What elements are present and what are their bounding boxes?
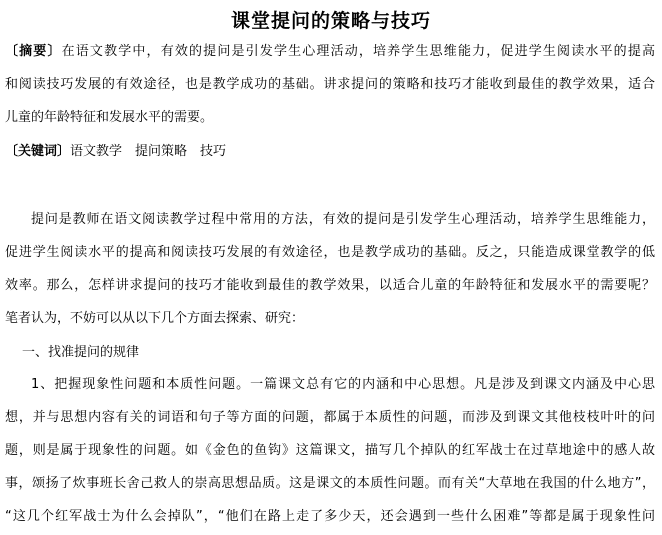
abstract-line-1	[5, 44, 655, 60]
abstract-line-2: 和阅读技巧发展的有效途径，也是教学成功的基础。讲求提问的策略和技巧才能收到最佳的教学效果，适合	[5, 77, 655, 92]
body-line-6: 1、把握现象性问题和本质性问题。一篇课文总有它的内涵和中心思想。凡是涉及到课文内涵及中心思	[31, 377, 655, 392]
body-line-10: “这几个红军战士为什么会掉队”，“他们在路上走了多少天，还会遇到一些什么困难”等都是属于现象性问	[5, 509, 655, 524]
body-line-4: 笔者认为，不妨可以从以下几个方面去探索、研究：	[5, 311, 305, 326]
body-line-9: 事，颂扬了炊事班长舍己救人的崇高思想品质。这是课文的本质性问题。而有关“大草地在我国的什么地方”，	[5, 476, 655, 491]
body-line-7: 想，并与思想内容有关的词语和句子等方面的问题，都属于本质性的问题，而涉及到课文其他枝枝叶叶的问	[5, 410, 655, 425]
abstract-text-1: 在语文教学中，有效的提问是引发学生心理活动，培养学生思维能力，促进学生阅读水平的提高	[61, 44, 655, 59]
body-line-1: 提问是教师在语文阅读教学过程中常用的方法，有效的提问是引发学生心理活动，培养学生思维能力，	[31, 212, 655, 227]
body-line-3: 效率。那么，怎样讲求提问的技巧才能收到最佳的教学效果，以适合儿童的年龄特征和发展水平的需要呢？	[5, 278, 655, 293]
keywords-line	[5, 144, 226, 160]
keywords-text: 语文教学 提问策略 技巧	[70, 144, 227, 159]
body-line-8: 题，则是属于现象性的问题。如《金色的鱼钩》这篇课文，描写几个掉队的红军战士在过草地途中的感人故	[5, 443, 655, 458]
keywords-label: 〔关键词〕	[5, 144, 71, 159]
abstract-line-3: 儿童的年龄特征和发展水平的需要。	[5, 110, 214, 125]
section-heading: 一、找准提问的规律	[22, 345, 140, 360]
document-title: 课堂提问的策略与技巧	[230, 10, 431, 32]
body-line-2: 促进学生阅读水平的提高和阅读技巧发展的有效途径，也是教学成功的基础。反之，只能造成课堂教学的低	[5, 245, 655, 260]
abstract-label: 〔摘要〕	[5, 44, 62, 59]
